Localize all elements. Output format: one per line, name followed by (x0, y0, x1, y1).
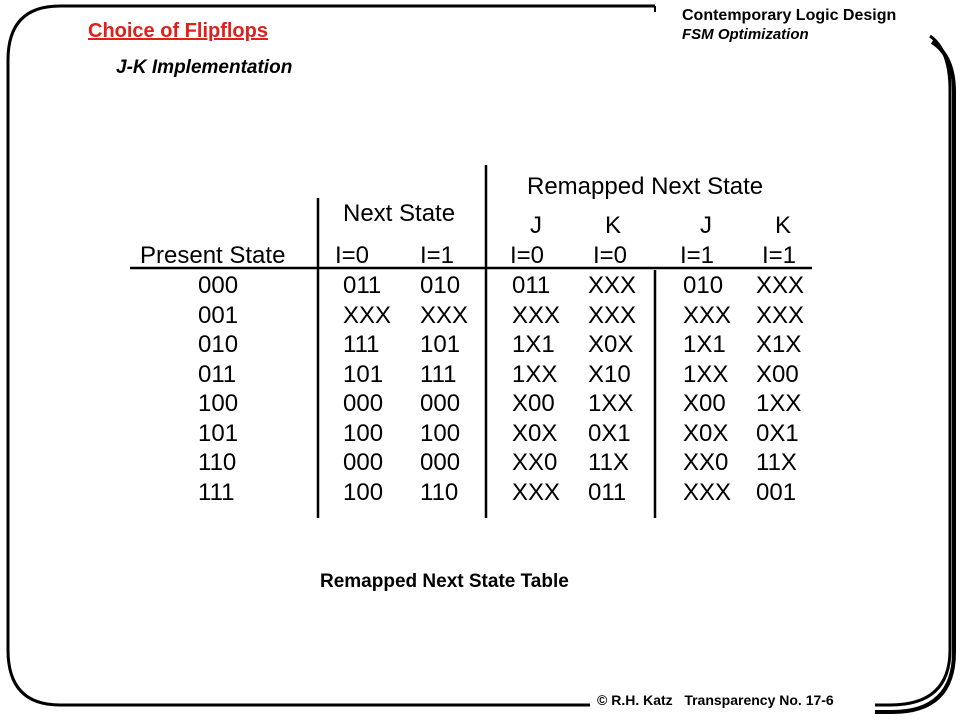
table-cell: 000 (343, 449, 384, 476)
table-cell: XXX (588, 301, 637, 329)
table-cell: 1X1 (512, 331, 555, 358)
table-cell: 101 (343, 360, 384, 388)
present-state-cell: 010 (198, 331, 239, 358)
present-state-cell: 101 (198, 419, 239, 447)
present-state-cell: 110 (198, 449, 237, 476)
table-cell: XXX (588, 272, 637, 299)
table-cell: 000 (343, 390, 384, 417)
table-cell: 1X1 (683, 331, 726, 358)
table-cell: 11X (588, 449, 629, 476)
table-cell: 000 (420, 390, 461, 417)
table-cell: 100 (420, 419, 461, 447)
table-cell: 100 (343, 478, 384, 506)
table-cell: 011 (588, 478, 627, 506)
column-header: I=0 (510, 242, 545, 269)
table-cell: 111 (343, 331, 380, 358)
table-cell: XXX (756, 301, 805, 329)
table-cell: 111 (420, 360, 457, 388)
table-cell: 100 (343, 419, 384, 447)
table-cell: 0X1 (756, 419, 799, 447)
table-cell: XXX (343, 301, 392, 329)
table-cell: X0X (683, 419, 729, 447)
table-cell: XXX (512, 301, 561, 329)
table-cell: XXX (683, 301, 732, 329)
table-cell: 11X (756, 449, 797, 476)
table-caption: Remapped Next State Table (320, 571, 569, 592)
footer-credit: © R.H. Katz Transparency No. 17-6 (597, 692, 834, 708)
k-label-i1: K (775, 212, 792, 239)
table-cell: 1XX (683, 360, 729, 388)
j-label-i0: J (530, 212, 542, 239)
table-cell: 1XX (756, 390, 802, 417)
slide-subtitle: J-K Implementation (116, 57, 293, 78)
column-header: I=0 (335, 242, 370, 269)
column-header: I=0 (593, 242, 628, 269)
k-label-i0: K (605, 212, 622, 239)
table-cell: XXX (683, 478, 732, 506)
table-cell: X1X (756, 331, 802, 358)
column-header: I=1 (762, 242, 797, 269)
table-cell: 001 (756, 478, 797, 506)
table-cell: 010 (683, 272, 724, 299)
table-cell: 011 (343, 272, 382, 299)
j-label-i1: J (700, 212, 712, 239)
table-cell: X00 (512, 390, 555, 417)
present-state-cell: 001 (198, 301, 239, 329)
table-cell: XXX (512, 478, 561, 506)
section-title: FSM Optimization (682, 26, 809, 43)
slide-title: Choice of Flipflops (88, 20, 268, 42)
column-header: I=1 (420, 242, 455, 269)
table-cell: 1XX (588, 390, 634, 417)
table-cell: X00 (683, 390, 726, 417)
table-cell: 110 (420, 478, 459, 506)
remapped-next-state-header: Remapped Next State (527, 173, 764, 200)
table-cell: X00 (756, 360, 799, 388)
present-state-cell: 000 (198, 272, 239, 299)
table-cell: X0X (588, 331, 634, 358)
table-cell: 010 (420, 272, 461, 299)
table-cell: XXX (420, 301, 469, 329)
table-cell: XXX (756, 272, 805, 299)
table-cell: 101 (420, 331, 461, 358)
table-cell: 0X1 (588, 419, 631, 447)
table-cell: XX0 (512, 449, 558, 476)
column-header: I=1 (680, 242, 715, 269)
present-state-cell: 100 (198, 390, 239, 417)
table-cell: 000 (420, 449, 461, 476)
table-cell: 1XX (512, 360, 558, 388)
present-state-cell: 111 (198, 478, 235, 506)
present-state-cell: 011 (198, 360, 237, 388)
table-cell: X0X (512, 419, 558, 447)
table-cell: X10 (588, 360, 631, 388)
course-title: Contemporary Logic Design (682, 7, 897, 24)
table-cell: 011 (512, 272, 551, 299)
next-state-header: Next State (343, 200, 456, 227)
table-cell: XX0 (683, 449, 729, 476)
column-header: Present State (140, 242, 286, 269)
